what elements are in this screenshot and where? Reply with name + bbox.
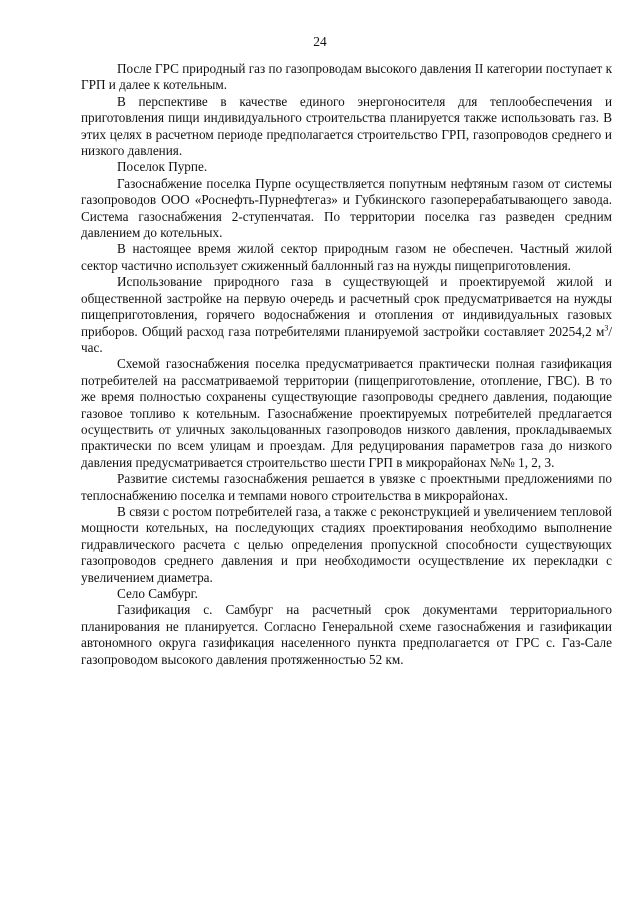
paragraph-hydraulic-calculation: В связи с ростом потребителей газа, а также с реконструкцией и увеличением тепловой мощности котельных, на последующих стадиях проектирования необходимо выполнение гидравлического расчета с целью определения пропускной способности существующих газопроводов среднего давления и при необходимости осуществление их перекладки с увеличением диаметра. [81,503,612,585]
gas-usage-text: Использование природного газа в существующей и проектируемой жилой и общественной застройке на первую очередь и расчетный срок предусматривается на нужды пищеприготовления, горячего водоснабжения и отопления от индивидуальных газовых приборов. Общий расход газа потребителями планируемой застройки составляет 20254,2 м [81,274,612,339]
paragraph-grs-gas-supply: После ГРС природный газ по газопроводам высокого давления II категории поступает к ГРП и далее к котельным. [81,61,612,93]
paragraph-system-development: Развитие системы газоснабжения решается в увязке с проектными предложениями по теплоснабжению поселка и темпами нового строительства в микрорайонах. [81,471,612,503]
paragraph-gas-supply-scheme: Схемой газоснабжения поселка предусматривается практически полная газификация потребителей на рассматриваемой территории (пищеприготовление, отопление, ГВС). В то же время полностью сохранены существующие газопроводы среднего давления, подающие газовое топливо к котельным. Газоснабжение проектируемых потребителей предлагается осуществить от уличных закольцованных газопроводов низкого давления, прокладываемых практически по всем улицам и проездам. Для редуцирования параметров газа до низкого давления предусматривается строительство шести ГРП в микрорайонах №№ 1, 2, 3. [81,356,612,470]
document-body [81,61,612,668]
paragraph-residential-sector: В настоящее время жилой сектор природным газом не обеспечен. Частный жилой сектор частично использует сжиженный баллонный газ на нужды пищеприготовления. [81,241,612,273]
heading-samburg-village: Село Самбург. [117,586,198,601]
paragraph-purpe-gas-supply: Газоснабжение поселка Пурпе осуществляется попутным нефтяным газом от системы газопроводов ООО «Роснефть-Пурнефтегаз» и Губкинского газоперерабатывающего завода. Система газоснабжения 2-ступенчатая. По территории поселка газ разведен средним давлением до котельных. [81,175,612,241]
paragraph-natural-gas-usage [81,274,612,356]
page-number: 24 [313,34,327,49]
heading-purpe-settlement: Поселок Пурпе. [117,159,208,175]
paragraph-future-energy-carrier: В перспективе в качестве единого энергоносителя для теплообеспечения и приготовления пищи индивидуального строительства планируется также использовать газ. В этих целях в расчетном периоде предполагается строительство ГРП, газопроводов среднего и низкого давления. [81,93,612,159]
paragraph-samburg-gasification: Газификация с. Самбург на расчетный срок документами территориального планирования не планируется. Согласно Генеральной схеме газоснабжения и газификации автономного округа газификация населенного пункта предполагается от ГРС с. Газ-Сале газопроводом высокого давления протяженностью 52 км. [81,602,612,667]
cubic-superscript: 3 [604,323,609,333]
gas-usage-unit-text: /час. [81,323,612,355]
